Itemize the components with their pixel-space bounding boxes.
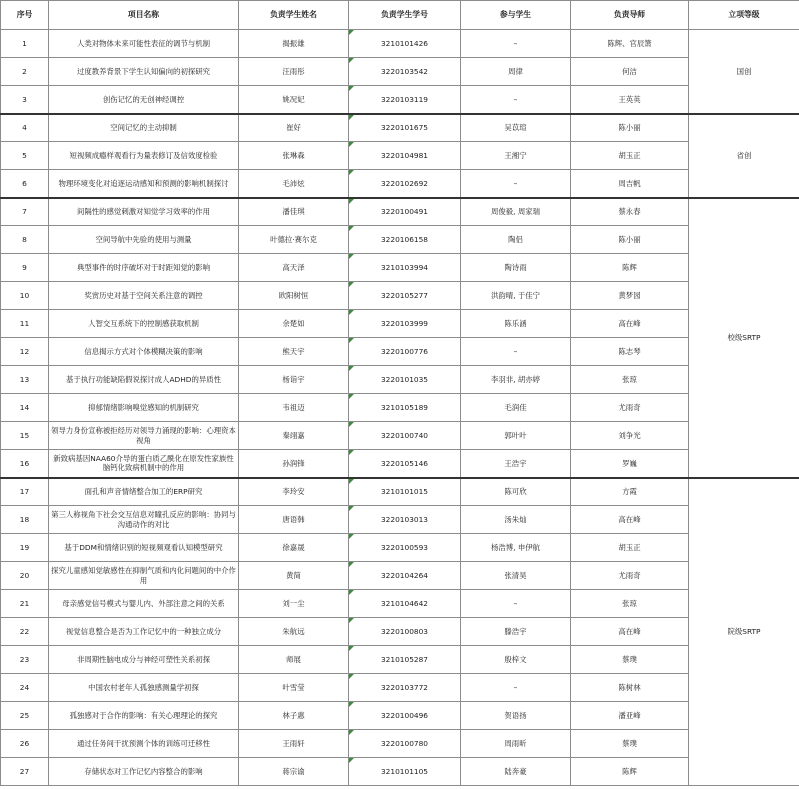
member-students-cell: 杨浩博, 申伊航 [461,534,571,562]
project-name-cell: 非周期性脑电成分与神经可塑性关系初探 [49,646,239,674]
leader-student-id-cell: 3220100496 [349,702,461,730]
member-students-cell: 陶侣 [461,226,571,254]
project-name-cell: 第三人称视角下社会交互信息对瞳孔反应的影响：协同与沟通动作的对比 [49,506,239,534]
project-name-cell: 母亲感觉信号模式与婴儿内、外部注意之间的关系 [49,590,239,618]
leader-student-id-cell: 3220104981 [349,142,461,170]
row-number-cell: 27 [1,758,49,786]
advisor-cell: 周吉帆 [571,170,689,198]
row-number-cell: 5 [1,142,49,170]
member-students-cell: 殷梓文 [461,646,571,674]
leader-student-id-cell: 3220100740 [349,422,461,450]
leader-student-id-cell: 3210101015 [349,478,461,506]
header-level: 立项等级 [689,1,799,30]
member-students-cell: 滕浩宇 [461,618,571,646]
header-leader-id: 负责学生学号 [349,1,461,30]
leader-name-cell: 李玲安 [239,478,349,506]
member-students-cell: – [461,674,571,702]
advisor-cell: 刘争光 [571,422,689,450]
leader-student-id-cell: 3220103119 [349,86,461,114]
leader-student-id-cell: 3220103542 [349,58,461,86]
table-row [1,86,799,114]
leader-student-id-cell: 3220100780 [349,730,461,758]
table-row [1,170,799,198]
project-name-cell: 典型事件的时序破坏对于时距知觉的影响 [49,254,239,282]
table-row [1,730,799,758]
table-row [1,366,799,394]
leader-name-cell: 蒋宗谕 [239,758,349,786]
project-name-cell: 短视频成瘾样观看行为量表修订及信效度检验 [49,142,239,170]
table-row [1,198,799,226]
leader-student-id-cell: 3220102692 [349,170,461,198]
leader-name-cell: 朱航远 [239,618,349,646]
project-name-cell: 人智交互系统下的控制感获取机制 [49,310,239,338]
member-students-cell: – [461,86,571,114]
table-row [1,394,799,422]
advisor-cell: 张琼 [571,366,689,394]
row-number-cell: 21 [1,590,49,618]
member-students-cell: 周雨昕 [461,730,571,758]
table-row [1,590,799,618]
leader-student-id-cell: 3220100803 [349,618,461,646]
row-number-cell: 4 [1,114,49,142]
member-students-cell: 贺语扬 [461,702,571,730]
table-row [1,674,799,702]
leader-student-id-cell: 3220103772 [349,674,461,702]
leader-name-cell: 揭振雄 [239,30,349,58]
leader-name-cell: 黄简 [239,562,349,590]
member-students-cell: 李羽非, 胡亦婷 [461,366,571,394]
project-name-cell: 视觉信息整合是否为工作记忆中的一种独立成分 [49,618,239,646]
advisor-cell: 陈辉 [571,758,689,786]
advisor-cell: 陈小丽 [571,226,689,254]
row-number-cell: 18 [1,506,49,534]
project-name-cell: 抑郁情绪影响嗅觉感知的机制研究 [49,394,239,422]
project-name-cell: 空间导航中先验的使用与测量 [49,226,239,254]
header-row [1,1,799,30]
leader-student-id-cell: 3220100776 [349,338,461,366]
row-number-cell: 2 [1,58,49,86]
advisor-cell: 王英英 [571,86,689,114]
advisor-cell: 蔡璞 [571,646,689,674]
row-number-cell: 6 [1,170,49,198]
advisor-cell: 罗巍 [571,450,689,478]
row-number-cell: 10 [1,282,49,310]
project-name-cell: 信息揭示方式对个体模糊决策的影响 [49,338,239,366]
member-students-cell: – [461,170,571,198]
leader-student-id-cell: 3220101035 [349,366,461,394]
leader-name-cell: 唐语韩 [239,506,349,534]
leader-name-cell: 姚况妃 [239,86,349,114]
row-number-cell: 3 [1,86,49,114]
header-members: 参与学生 [461,1,571,30]
leader-name-cell: 王雨轩 [239,730,349,758]
table-row [1,58,799,86]
project-name-cell: 创伤记忆的无创神经调控 [49,86,239,114]
leader-student-id-cell: 3210105189 [349,394,461,422]
table-row [1,338,799,366]
project-level-cell: 校级SRTP [689,198,799,478]
leader-student-id-cell: 3210103994 [349,254,461,282]
advisor-cell: 蔡永春 [571,198,689,226]
leader-name-cell: 熊天宇 [239,338,349,366]
advisor-cell: 陈志琴 [571,338,689,366]
advisor-cell: 高在峰 [571,506,689,534]
project-name-cell: 领导力身份宣称被拒经历对领导力涌现的影响：心理资本视角 [49,422,239,450]
leader-name-cell: 刘一尘 [239,590,349,618]
member-students-cell: – [461,590,571,618]
row-number-cell: 17 [1,478,49,506]
row-number-cell: 25 [1,702,49,730]
leader-name-cell: 秦翊嘉 [239,422,349,450]
member-students-cell: 陶诗雨 [461,254,571,282]
header-project-name: 项目名称 [49,1,239,30]
table-row [1,254,799,282]
table-row [1,142,799,170]
member-students-cell: 王浩宇 [461,450,571,478]
leader-student-id-cell: 3210105287 [349,646,461,674]
leader-name-cell: 杨诣宇 [239,366,349,394]
table-row [1,226,799,254]
member-students-cell: 陈可欣 [461,478,571,506]
advisor-cell: 胡玉正 [571,142,689,170]
leader-student-id-cell: 3220106158 [349,226,461,254]
project-name-cell: 通过任务间干扰预测个体的训练可迁移性 [49,730,239,758]
project-name-cell: 人类对物体未来可能性表征的调节与机制 [49,30,239,58]
header-no: 序号 [1,1,49,30]
row-number-cell: 15 [1,422,49,450]
project-level-cell: 国创 [689,30,799,114]
leader-name-cell: 崔好 [239,114,349,142]
leader-student-id-cell: 3210101105 [349,758,461,786]
leader-name-cell: 叶德拉·赛尔克 [239,226,349,254]
row-number-cell: 1 [1,30,49,58]
leader-student-id-cell: 3210101426 [349,30,461,58]
project-name-cell: 孤独感对于合作的影响：有关心理理论的探究 [49,702,239,730]
table-row [1,702,799,730]
project-name-cell: 探究儿童感知觉敏感性在抑制气质和内化问题间的中介作用 [49,562,239,590]
leader-name-cell: 韦祖迈 [239,394,349,422]
header-leader-name: 负责学生姓名 [239,1,349,30]
leader-name-cell: 欧阳树恒 [239,282,349,310]
project-level-cell: 省创 [689,114,799,198]
advisor-cell: 陈辉 [571,254,689,282]
advisor-cell: 黄梦园 [571,282,689,310]
project-name-cell: 空间记忆的主动抑制 [49,114,239,142]
project-name-cell: 面孔和声音情绪整合加工的ERP研究 [49,478,239,506]
table-body [1,30,799,786]
row-number-cell: 20 [1,562,49,590]
leader-name-cell: 毛沛炫 [239,170,349,198]
member-students-cell: 郭叶叶 [461,422,571,450]
project-name-cell: 基于DDM和情绪识别的短视频观看认知模型研究 [49,534,239,562]
leader-student-id-cell: 3220100593 [349,534,461,562]
member-students-cell: 吴苡瑄 [461,114,571,142]
project-level-cell: 院级SRTP [689,478,799,786]
advisor-cell: 高在峰 [571,618,689,646]
table-row [1,282,799,310]
table-row [1,618,799,646]
header-advisor: 负责导师 [571,1,689,30]
leader-student-id-cell: 3220103999 [349,310,461,338]
row-number-cell: 24 [1,674,49,702]
row-number-cell: 12 [1,338,49,366]
table-row [1,534,799,562]
advisor-cell: 何洁 [571,58,689,86]
advisor-cell: 方霞 [571,478,689,506]
row-number-cell: 22 [1,618,49,646]
table-row [1,478,799,506]
project-name-cell: 过度教养背景下学生认知偏向的初探研究 [49,58,239,86]
row-number-cell: 8 [1,226,49,254]
table-row [1,30,799,58]
table-row [1,114,799,142]
advisor-cell: 胡玉正 [571,534,689,562]
row-number-cell: 11 [1,310,49,338]
leader-name-cell: 汪雨彤 [239,58,349,86]
member-students-cell: 陆奔豪 [461,758,571,786]
leader-name-cell: 徐嘉晟 [239,534,349,562]
project-name-cell: 奖赏历史对基于空间关系注意的调控 [49,282,239,310]
leader-name-cell: 孙润锋 [239,450,349,478]
leader-student-id-cell: 3210104642 [349,590,461,618]
leader-name-cell: 潘佳琪 [239,198,349,226]
advisor-cell: 陈树林 [571,674,689,702]
leader-student-id-cell: 3220105146 [349,450,461,478]
member-students-cell: 周律 [461,58,571,86]
table-row [1,422,799,450]
project-name-cell: 存储状态对工作记忆内容整合的影响 [49,758,239,786]
table-row [1,506,799,534]
member-students-cell: 汤朱灿 [461,506,571,534]
row-number-cell: 23 [1,646,49,674]
leader-name-cell: 师展 [239,646,349,674]
member-students-cell: 洪韵晴, 于佳宁 [461,282,571,310]
leader-name-cell: 余楚如 [239,310,349,338]
leader-name-cell: 张琳森 [239,142,349,170]
row-number-cell: 26 [1,730,49,758]
project-name-cell: 基于执行功能缺陷假说探讨成人ADHD的异质性 [49,366,239,394]
row-number-cell: 16 [1,450,49,478]
member-students-cell: 张清昊 [461,562,571,590]
advisor-cell: 陈辉、官辰箫 [571,30,689,58]
table-row [1,450,799,478]
member-students-cell: 王湘宁 [461,142,571,170]
table-row [1,758,799,786]
member-students-cell: 周俊毅, 周家瑞 [461,198,571,226]
advisor-cell: 尤雨奇 [571,394,689,422]
member-students-cell: 陈乐涵 [461,310,571,338]
project-name-cell: 中国农村老年人孤独感测量学初探 [49,674,239,702]
member-students-cell: – [461,338,571,366]
row-number-cell: 9 [1,254,49,282]
advisor-cell: 陈小丽 [571,114,689,142]
advisor-cell: 蔡璞 [571,730,689,758]
row-number-cell: 19 [1,534,49,562]
row-number-cell: 7 [1,198,49,226]
project-name-cell: 间隔性的感觉刺激对知觉学习效率的作用 [49,198,239,226]
leader-student-id-cell: 3220103013 [349,506,461,534]
advisor-cell: 尤雨奇 [571,562,689,590]
advisor-cell: 张琼 [571,590,689,618]
leader-name-cell: 高天泽 [239,254,349,282]
table-row [1,310,799,338]
leader-student-id-cell: 3220105277 [349,282,461,310]
leader-student-id-cell: 3220101675 [349,114,461,142]
row-number-cell: 13 [1,366,49,394]
leader-student-id-cell: 3220100491 [349,198,461,226]
project-name-cell: 新致病基因NAA60介导的蛋白质乙酰化在原发性家族性脑钙化致病机制中的作用 [49,450,239,478]
member-students-cell: 毛润佳 [461,394,571,422]
table-row [1,562,799,590]
leader-name-cell: 林子惠 [239,702,349,730]
leader-name-cell: 叶雪莹 [239,674,349,702]
member-students-cell: – [461,30,571,58]
advisor-cell: 潘亚峰 [571,702,689,730]
project-name-cell: 物理环境变化对追逐运动感知和预测的影响机制探讨 [49,170,239,198]
table-row [1,646,799,674]
leader-student-id-cell: 3220104264 [349,562,461,590]
row-number-cell: 14 [1,394,49,422]
advisor-cell: 高在峰 [571,310,689,338]
